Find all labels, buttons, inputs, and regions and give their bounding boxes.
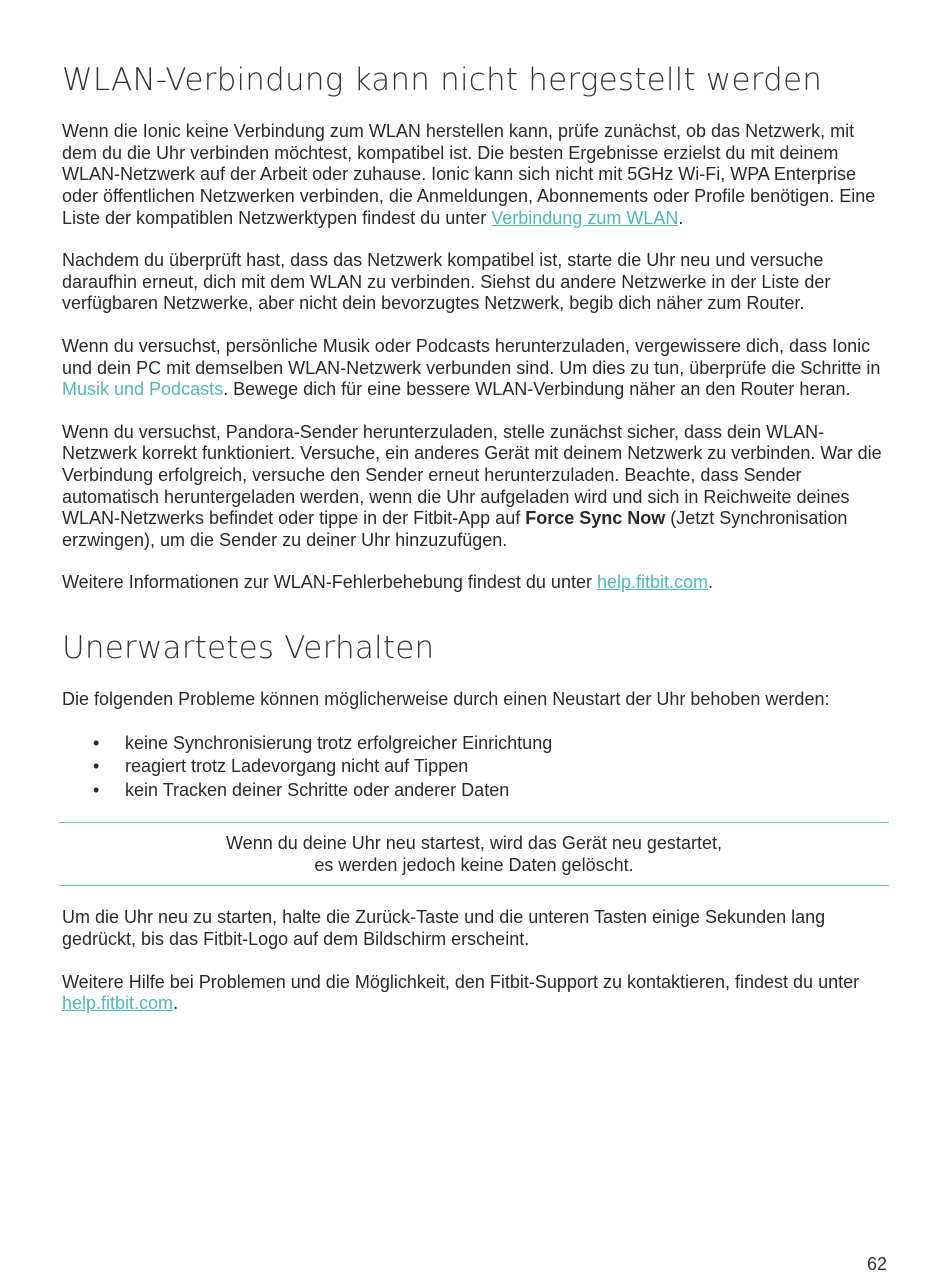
paragraph-pandora (62, 422, 892, 552)
note-callout (59, 822, 889, 886)
paragraph-music-podcasts (62, 336, 892, 401)
link-help-fitbit-1[interactable]: help.fitbit.com (596, 572, 709, 593)
list-item-text: reagiert trotz Ladevorgang nicht auf Tippen (125, 756, 469, 777)
note-line-2: es werden jedoch keine Daten gelöscht. (314, 854, 634, 875)
bullet-icon: • (93, 779, 100, 800)
problem-list (62, 732, 892, 803)
paragraph-more-help (62, 972, 892, 1015)
paragraph-restart-watch: Nachdem du überprüft hast, dass das Netzwerk kompatibel ist, starte die Uhr neu und versuche daraufhin erneut, dich mit dem WLAN zu verbinden. Siehst du andere Netzwerke in der Liste der verfügbaren Netzwerke, aber nicht dein bevorzugtes Netzwerk, begib dich näher zum Router. (62, 250, 831, 314)
link-musik-und-podcasts[interactable]: Musik und Podcasts (62, 379, 224, 400)
section-title-unexpected-behavior: Unerwartetes Verhalten (62, 629, 435, 666)
paragraph-text-end: . Bewege dich für eine bessere WLAN-Verbindung näher an den Router heran. (223, 379, 851, 400)
link-help-fitbit-2[interactable]: help.fitbit.com (62, 993, 174, 1014)
punctuation: . (173, 993, 179, 1014)
paragraph-text: Wenn du versuchst, persönliche Musik oder Podcasts herunterzuladen, vergewissere dich, dass Ionic und dein PC mit demselben WLAN-Netzwerk verbunden sind. Um dies zu tun, überprüfe die Schritte in (62, 335, 881, 378)
paragraph-text: Wenn die Ionic keine Verbindung zum WLAN herstellen kann, prüfe zunächst, ob das Netzwerk, mit dem du die Uhr verbinden möchtest, kompatibel ist. Die besten Ergebnisse erzielst du mit deinem WLAN-Netzwerk auf der Arbeit oder zuhause. Ionic kann sich nicht mit 5GHz Wi-Fi, WPA Enterprise oder öffentlichen Netzwerken verbinden, die Anmeldungen, Abonnements oder Profile benötigen. Eine Liste der kompatiblen Netzwerktypen findest du unter (62, 121, 876, 228)
page-content (62, 62, 892, 1036)
link-verbindung-zum-wlan[interactable]: Verbindung zum WLAN (491, 207, 679, 228)
list-item (62, 755, 892, 779)
force-sync-now-label: Force Sync Now (525, 508, 666, 529)
paragraph-text: Weitere Hilfe bei Problemen und die Möglichkeit, den Fitbit-Support zu kontaktieren, findest du unter (62, 971, 860, 992)
note-line-1: Wenn du deine Uhr neu startest, wird das Gerät neu gestartet, (226, 833, 722, 854)
paragraph-wlan-compatibility (62, 121, 892, 229)
punctuation: . (708, 572, 714, 593)
paragraph-text: Wenn du versuchst, Pandora-Sender herunterzuladen, stelle zunächst sicher, dass dein WLAN-Netzwerk korrekt funktioniert. Versuche, ein anderes Gerät mit deinem Netzwerk zu verbinden. War die Verbindung erfolgreich, versuche den Sender erneut herunterzuladen. Beachte, dass Sender automatisch heruntergeladen werden, wenn die Uhr aufgeladen wird und sich in Reichweite deines WLAN-Netzwerks befindet oder tippe in der Fitbit-App auf (62, 421, 882, 529)
paragraph-text: Weitere Informationen zur WLAN-Fehlerbehebung findest du unter (62, 572, 597, 593)
list-item (62, 779, 892, 803)
punctuation: . (678, 207, 684, 228)
paragraph-more-info (62, 572, 892, 594)
paragraph-text-end: (Jetzt Synchronisation erzwingen), um die Sender zu deiner Uhr hinzuzufügen. (62, 508, 848, 550)
list-item-text: keine Synchronisierung trotz erfolgreicher Einrichtung (125, 732, 553, 753)
page-number: 62 (866, 1254, 887, 1274)
list-item (62, 732, 892, 756)
paragraph-restart-intro: Die folgenden Probleme können möglicherweise durch einen Neustart der Uhr behoben werden: (62, 689, 830, 710)
list-item-text: kein Tracken deiner Schritte oder anderer Daten (125, 779, 510, 800)
bullet-icon: • (93, 732, 100, 753)
paragraph-restart-instructions: Um die Uhr neu zu starten, halte die Zurück-Taste und die unteren Tasten einige Sekunden lang gedrückt, bis das Fitbit-Logo auf dem Bildschirm erscheint. (62, 907, 826, 949)
bullet-icon: • (93, 756, 100, 777)
section-title-wlan: WLAN-Verbindung kann nicht hergestellt werden (62, 62, 823, 98)
